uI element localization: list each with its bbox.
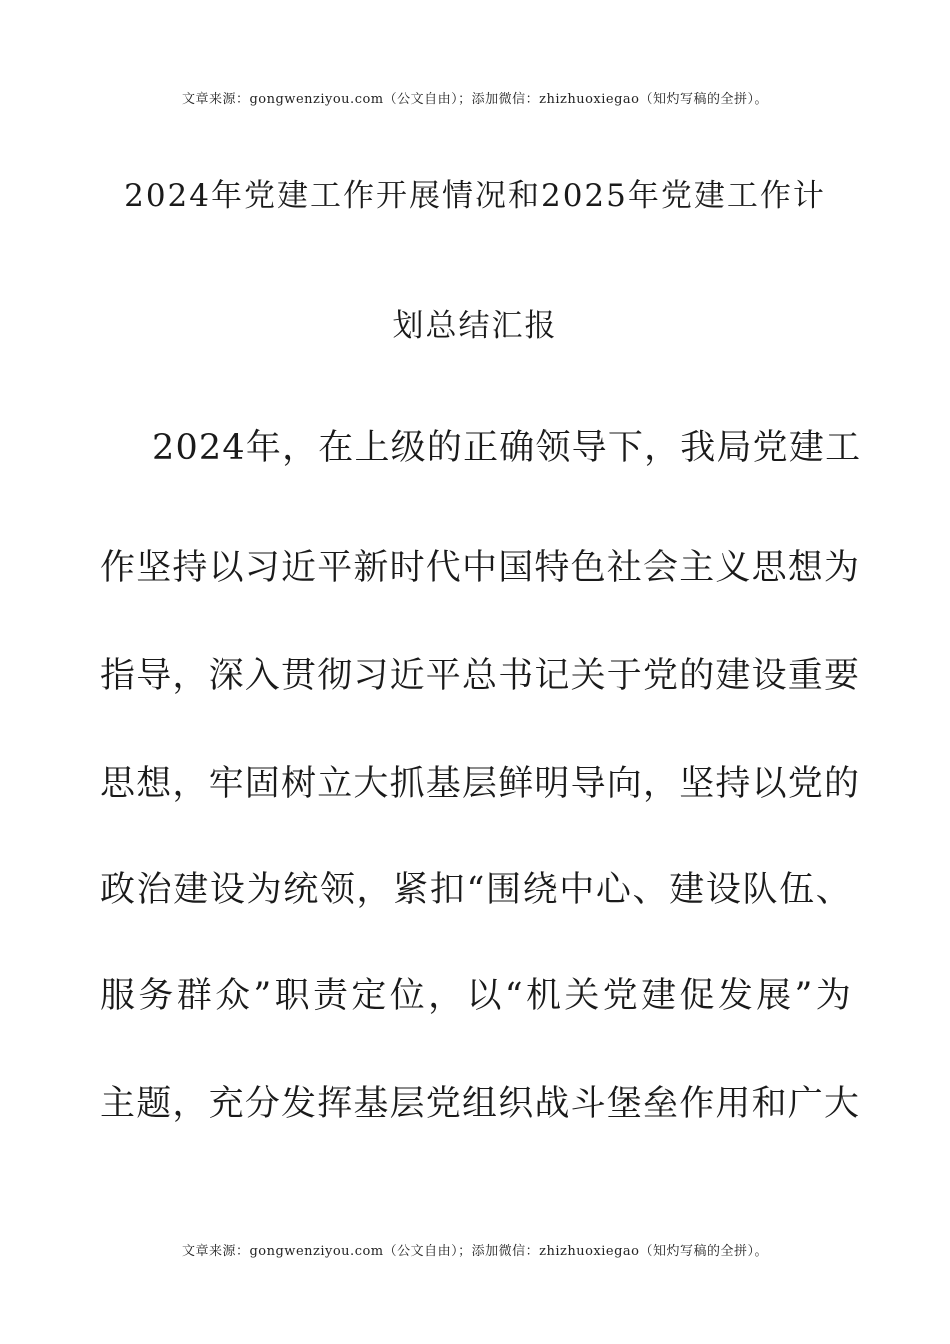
body-paragraph-line: 指导，深入贯彻习近平总书记关于党的建设重要 — [100, 656, 861, 696]
body-paragraph-line: 主题，充分发挥基层党组织战斗堡垒作用和广大 — [100, 1084, 861, 1124]
body-paragraph-line: 作坚持以习近平新时代中国特色社会主义思想为 — [100, 548, 861, 588]
body-paragraph-line: 服务群众”职责定位，以“机关党建促发展”为 — [100, 976, 852, 1016]
body-paragraph-line: 思想，牢固树立大抓基层鲜明导向，坚持以党的 — [100, 764, 861, 804]
page-footer-source: 文章来源：gongwenziyou.com（公文自由）；添加微信：zhizhuoxiegao（知灼写稿的全拼）。 — [181, 1244, 769, 1259]
body-paragraph-line: 2024年，在上级的正确领导下，我局党建工 — [152, 428, 862, 468]
document-title-line-1: 2024年党建工作开展情况和2025年党建工作计 — [124, 178, 826, 214]
document-title-line-2: 划总结汇报 — [392, 308, 558, 344]
page-header-source: 文章来源：gongwenziyou.com（公文自由）；添加微信：zhizhuoxiegao（知灼写稿的全拼）。 — [181, 92, 769, 107]
body-paragraph-line: 政治建设为统领，紧扣“围绕中心、建设队伍、 — [100, 870, 852, 910]
